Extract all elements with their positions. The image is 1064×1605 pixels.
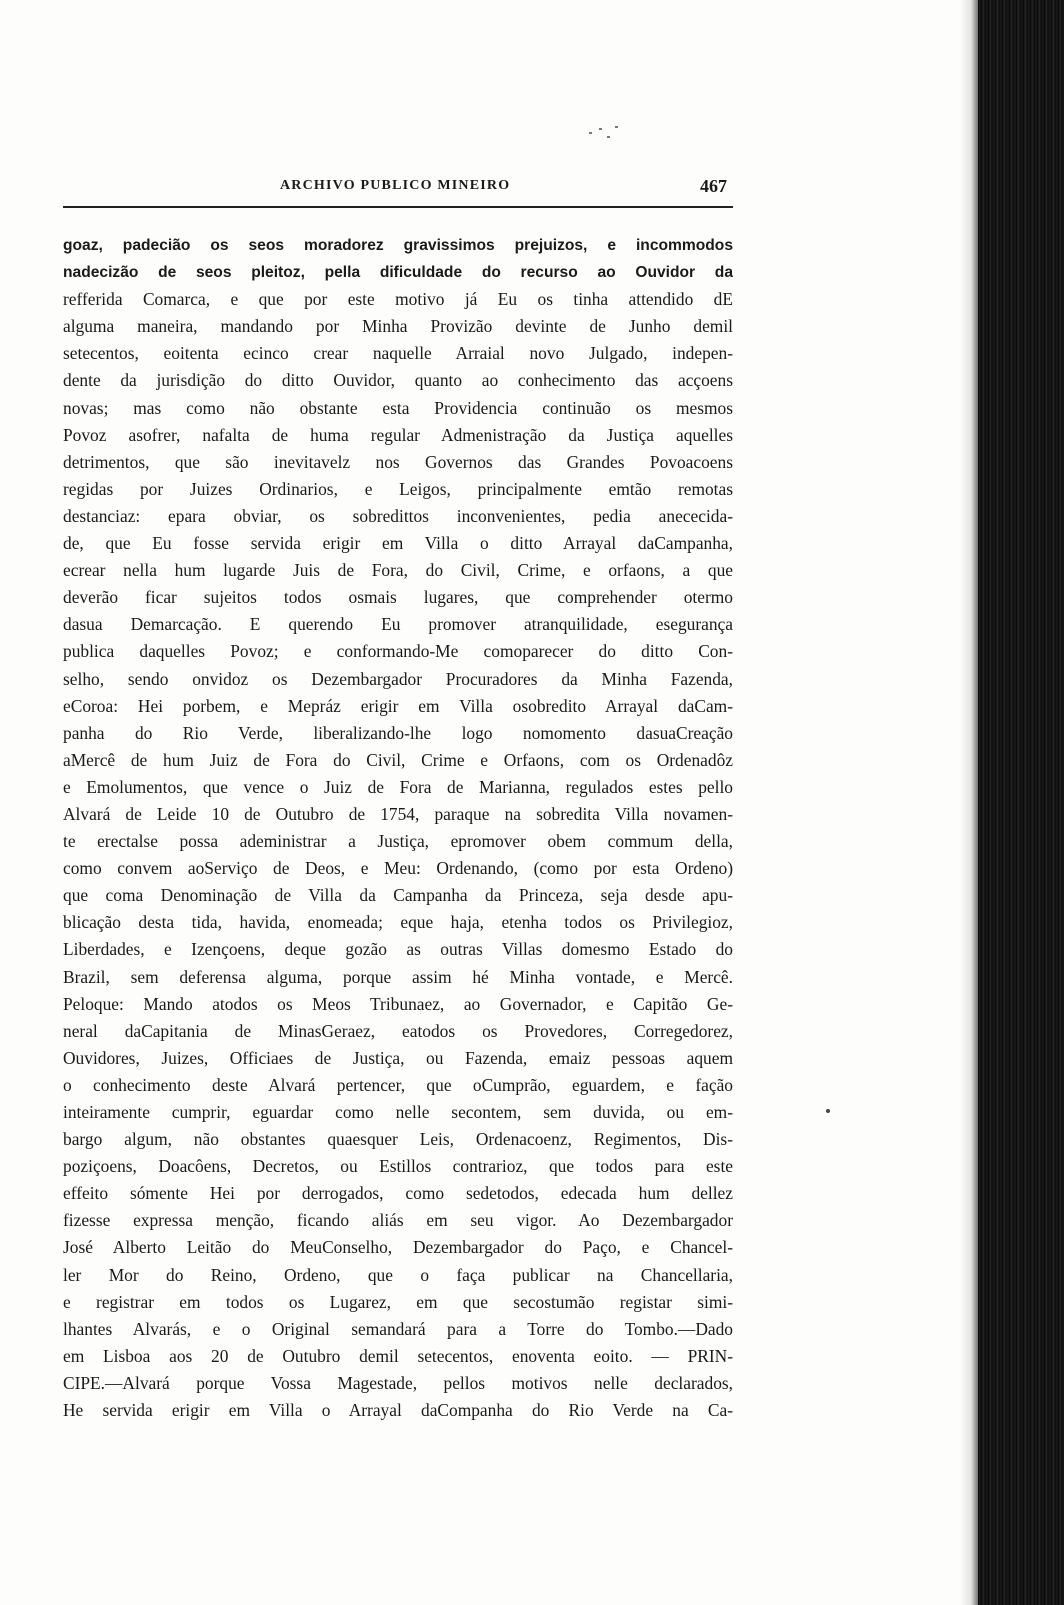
- text-line: que coma Denominação de Villa da Campanha da Princeza, seja desde apu-: [63, 885, 733, 906]
- text-line: setecentos, eoitenta ecinco crear naquelle Arraial novo Julgado, indepen-: [63, 343, 733, 364]
- text-line: e registrar em todos os Lugarez, em que secostumão registar simi-: [63, 1291, 733, 1312]
- text-line: Brazil, sem deferensa alguma, porque assim hé Minha vontade, e Mercê.: [63, 966, 733, 987]
- text-line: CIPE.—Alvará porque Vossa Magestade, pellos motivos nelle declarados,: [63, 1372, 733, 1393]
- text-line: detrimentos, que são inevitavelz nos Governos das Grandes Povoacoens: [63, 451, 733, 472]
- text-line: panha do Rio Verde, liberalizando-lhe logo nomomento dasuaCreação: [63, 722, 733, 743]
- text-line: em Lisboa aos 20 de Outubro demil setecentos, enoventa eoito. — PRIN-: [63, 1345, 733, 1366]
- text-line: dasua Demarcação. E querendo Eu promover atranquilidade, esegurança: [63, 614, 733, 635]
- page-number: 467: [700, 176, 727, 196]
- text-line: alguma maneira, mandando por Minha Provizão devinte de Junho demil: [63, 316, 733, 337]
- speck: [589, 132, 592, 134]
- text-line: Peloque: Mando atodos os Meos Tribunaez, ao Governador, e Capitão Ge-: [63, 993, 733, 1014]
- text-line: Liberdades, e Izençoens, deque gozão as outras Villas domesmo Estado do: [63, 939, 733, 960]
- text-line: refferida Comarca, e que por este motivo já Eu os tinha attendido dE: [63, 289, 733, 310]
- text-line: effeito sómente Hei por derrogados, como sedetodos, edecada hum dellez: [63, 1183, 733, 1204]
- text-line: José Alberto Leitão do MeuConselho, Dezembargador do Paço, e Chancel-: [63, 1237, 733, 1258]
- text-line: Povoz asofrer, nafalta de huma regular Admenistração da Justiça aquelles: [63, 424, 733, 445]
- text-line: eCoroa: Hei porbem, e Mepráz erigir em Villa osobredito Arrayal daCam-: [63, 695, 733, 716]
- text-line: novas; mas como não obstante esta Providencia continuão os mesmos: [63, 397, 733, 418]
- text-line: regidas por Juizes Ordinarios, e Leigos, principalmente emtão remotas: [63, 478, 733, 499]
- text-line: Alvará de Leide 10 de Outubro de 1754, paraque na sobredita Villa novamen-: [63, 803, 733, 824]
- text-line: lhantes Alvarás, e o Original semandará para a Torre do Tombo.—Dado: [63, 1318, 733, 1339]
- text-line: dente da jurisdição do ditto Ouvidor, quanto ao conhecimento das acçoens: [63, 370, 733, 391]
- text-line: bargo algum, não obstantes quaesquer Leis, Ordenacoenz, Regimentos, Dis-: [63, 1129, 733, 1150]
- text-line: de, que Eu fosse servida erigir em Villa o ditto Arrayal daCampanha,: [63, 533, 733, 554]
- text-line: deverão ficar sujeitos todos osmais lugares, que comprehender otermo: [63, 587, 733, 608]
- header-rule: [63, 206, 733, 208]
- text-line: neral daCapitania de MinasGeraez, eatodos os Provedores, Corregedorez,: [63, 1020, 733, 1041]
- text-line: nadecizão de seos pleitoz, pella dificuldade do recurso ao Ouvidor da: [63, 264, 733, 282]
- text-line: blicação desta tida, havida, enomeada; eque haja, etenha todos os Privilegioz,: [63, 912, 733, 933]
- speck: [599, 128, 602, 130]
- text-line: ecrear nella hum lugarde Juis de Fora, do Civil, Crime, e orfaons, a que: [63, 560, 733, 581]
- text-line: te erectalse possa adeministrar a Justiça, epromover obem commum della,: [63, 831, 733, 852]
- text-line: fizesse expressa menção, ficando aliás em seu vigor. Ao Dezembargador: [63, 1210, 733, 1231]
- text-line: selho, sendo onvidoz os Dezembargador Procuradores da Minha Fazenda,: [63, 668, 733, 689]
- binding-shadow: [960, 0, 978, 1605]
- text-line: ler Mor do Reino, Ordeno, que o faça publicar na Chancellaria,: [63, 1264, 733, 1285]
- running-title: ARCHIVO PUBLICO MINEIRO: [280, 178, 511, 193]
- text-line: publica daquelles Povoz; e conformando-Me comoparecer do ditto Con-: [63, 641, 733, 662]
- text-line: como convem aoServiço de Deos, e Meu: Ordenando, (como por esta Ordeno): [63, 858, 733, 879]
- text-line: poziçoens, Doacôens, Decretos, ou Estillos contrarioz, que todos para este: [63, 1156, 733, 1177]
- text-line: destanciaz: epara obviar, os sobredittos inconvenientes, pedia anececida-: [63, 505, 733, 526]
- paper-specks: [585, 120, 625, 150]
- text-line: o conhecimento deste Alvará pertencer, que oCumprão, eguardem, e fação: [63, 1074, 733, 1095]
- text-line: inteiramente cumprir, eguardar como nelle secontem, sem duvida, ou em-: [63, 1102, 733, 1122]
- book-spine: [978, 0, 1064, 1605]
- speck: [615, 126, 618, 128]
- text-line: e Emolumentos, que vence o Juiz de Fora de Marianna, regulados estes pello: [63, 776, 733, 797]
- speck: [607, 136, 610, 138]
- text-line: He servida erigir em Villa o Arrayal daCompanha do Rio Verde na Ca-: [63, 1400, 733, 1421]
- body-text: [63, 232, 733, 1424]
- running-header: [63, 176, 733, 206]
- text-line: Ouvidores, Juizes, Officiaes de Justiça, ou Fazenda, emaiz pessoas aquem: [63, 1047, 733, 1068]
- ink-dot: [826, 1109, 830, 1113]
- text-line: aMercê de hum Juiz de Fora do Civil, Crime e Orfaons, com os Ordenadôz: [63, 749, 733, 770]
- text-line: goaz, padecião os seos moradorez gravissimos prejuizos, e incommodos: [63, 237, 733, 254]
